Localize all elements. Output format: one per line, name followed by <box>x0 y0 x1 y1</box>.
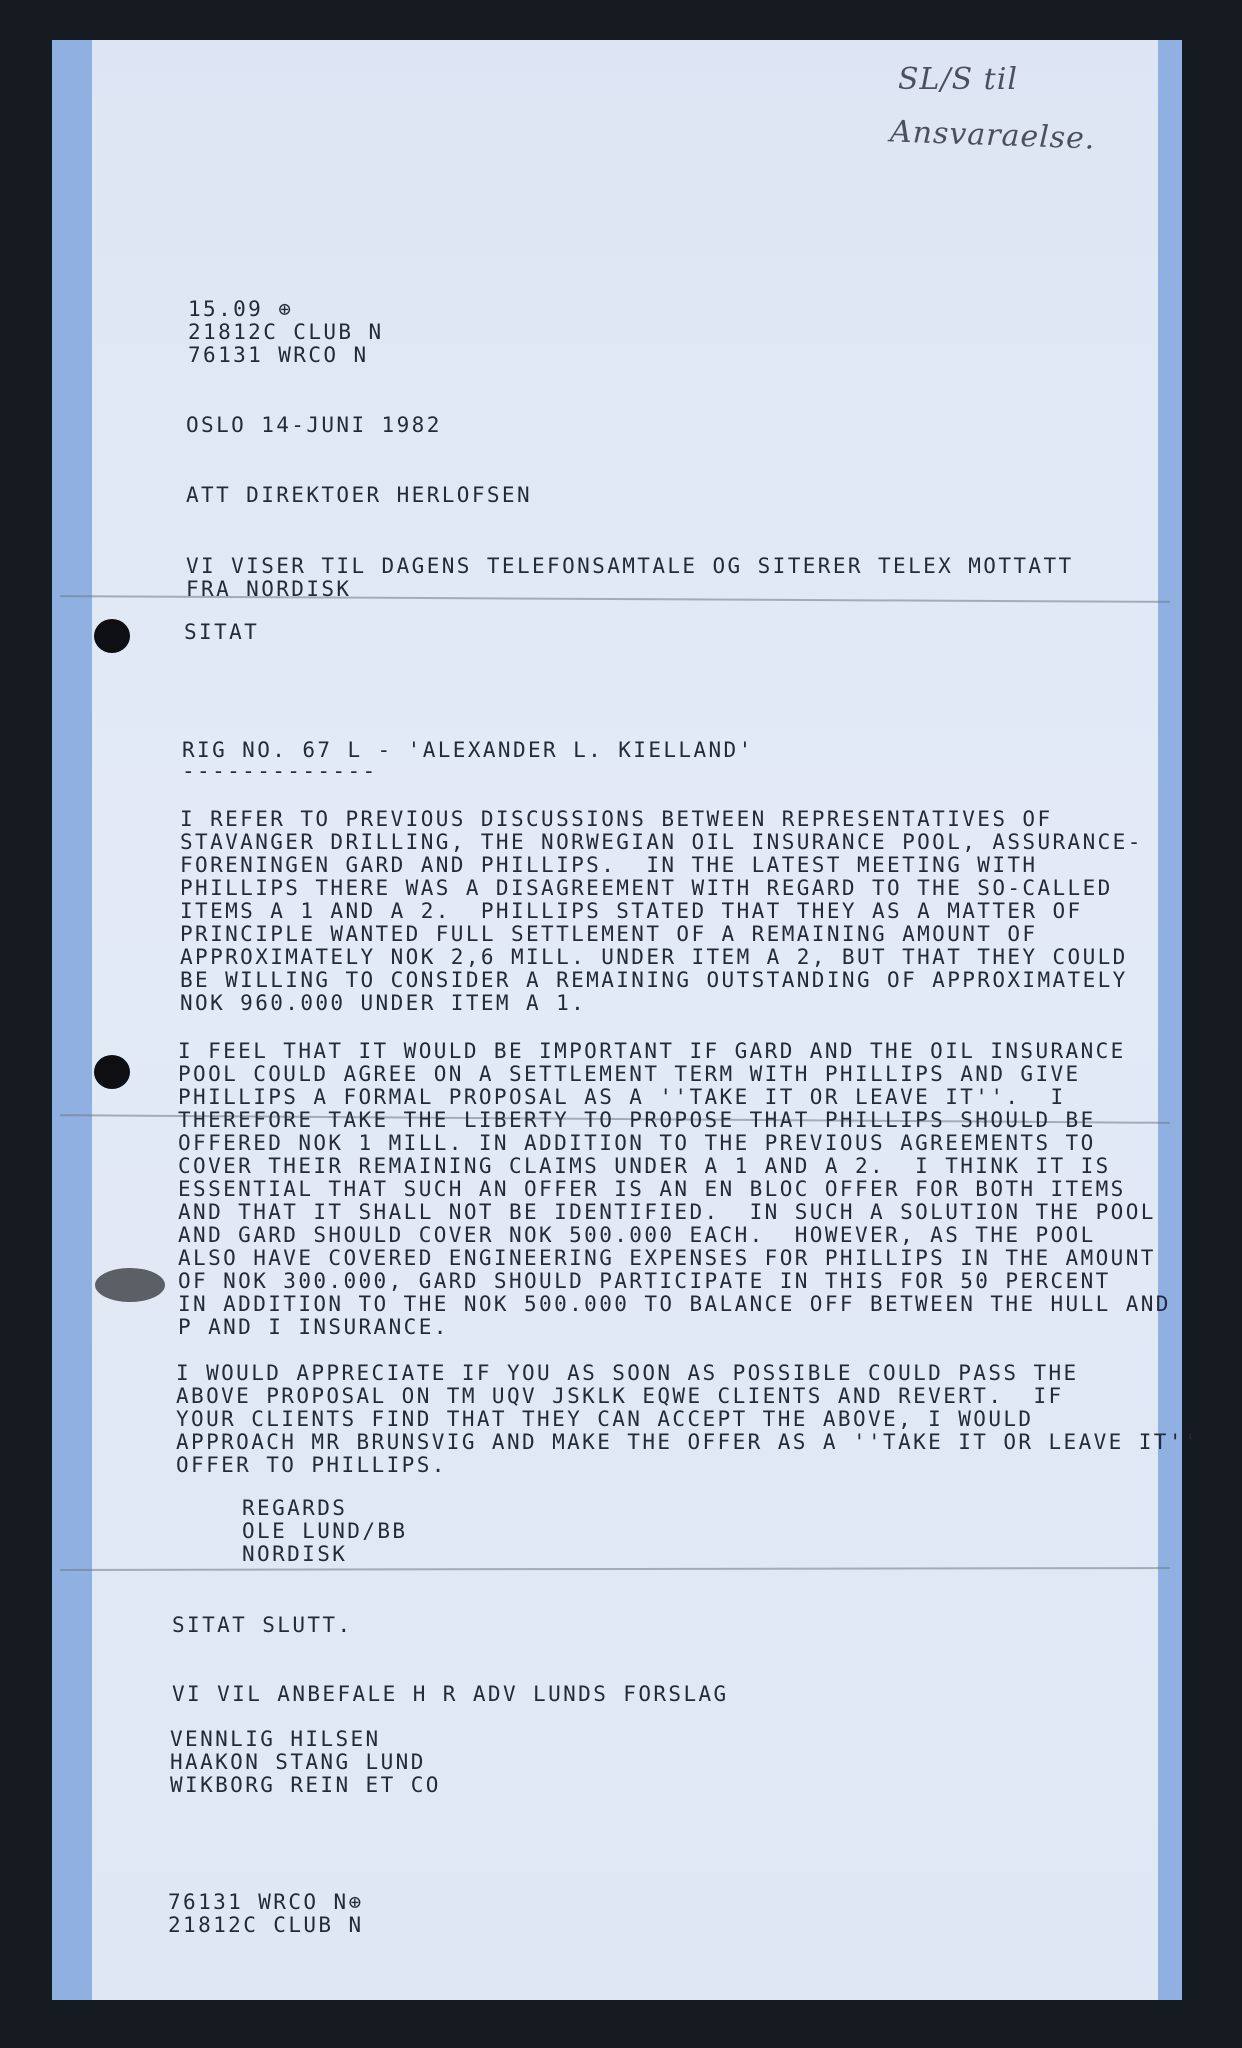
inner-signoff: REGARDS OLE LUND/BB NORDISK <box>242 1496 408 1566</box>
punch-hole <box>94 1055 130 1089</box>
quote-end: SITAT SLUTT. <box>172 1613 353 1637</box>
recommendation-line: VI VIL ANBEFALE H R ADV LUNDS FORSLAG <box>172 1682 729 1706</box>
handwritten-note-line1: SL/S til <box>898 62 1018 97</box>
quote-start: SITAT <box>184 620 260 644</box>
handwritten-note-line2: Ansvaraelse. <box>889 114 1097 157</box>
telex-header-answerback-2: 76131 WRCO N <box>188 343 369 367</box>
paragraph-3: I WOULD APPRECIATE IF YOU AS SOON AS POSSIBLE COULD PASS THE ABOVE PROPOSAL ON TM UQV JSKLK EQWE CLIENTS AND REVERT. IF YOUR CLIENTS FIND THAT THEY CAN ACCEPT THE ABOVE, I WOULD APPROACH MR BRUNSVIG AND MAKE THE OFFER AS A ''TAKE IT OR LEAVE IT'' OFFER TO PHILLIPS. <box>176 1361 1199 1477</box>
attention-line: ATT DIREKTOER HERLOFSEN <box>186 483 532 507</box>
intro-paragraph: VI VISER TIL DAGENS TELEFONSAMTALE OG SITERER TELEX MOTTATT FRA NORDISK <box>186 554 1074 601</box>
rig-title-underline: ------------- <box>182 759 378 783</box>
ink-stain <box>95 1268 165 1302</box>
date-line: OSLO 14-JUNI 1982 <box>186 413 442 437</box>
paragraph-2: I FEEL THAT IT WOULD BE IMPORTANT IF GARD AND THE OIL INSURANCE POOL COULD AGREE ON A SETTLEMENT TERM WITH PHILLIPS AND GIVE PHILLIPS A FORMAL PROPOSAL AS A ''TAKE IT OR LEAVE IT''. I THEREFORE TAKE THE LIBERTY TO PROPOSE THAT PHILLIPS SHOULD BE OFFERED NOK 1 MILL. IN ADDITION TO THE PREVIOUS AGREEMENTS TO COVER THEIR REMAINING CLAIMS UNDER A 1 AND A 2. I THINK IT IS ESSENTIAL THAT SUCH AN OFFER IS AN EN BLOC OFFER FOR BOTH ITEMS AND THAT IT SHALL NOT BE IDENTIFIED. IN SUCH A SOLUTION THE POOL AND GARD SHOULD COVER NOK 500.000 EACH. HOWEVER, AS THE POOL ALSO HAVE COVERED ENGINEERING EXPENSES FOR PHILLIPS IN THE AMOUNT OF NOK 300.000, GARD SHOULD PARTICIPATE IN THIS FOR 50 PERCENT IN ADDITION TO THE NOK 500.000 TO BALANCE OFF BETWEEN THE HULL AND P AND I INSURANCE. <box>178 1039 1171 1339</box>
telex-header-answerback-1: 21812C CLUB N <box>188 320 384 344</box>
telex-header-time: 15.09 ⊕ <box>188 297 294 321</box>
rig-title: RIG NO. 67 L - 'ALEXANDER L. KIELLAND' <box>182 738 754 762</box>
paragraph-1: I REFER TO PREVIOUS DISCUSSIONS BETWEEN REPRESENTATIVES OF STAVANGER DRILLING, THE NORWEGIAN OIL INSURANCE POOL, ASSURANCE- FORENINGEN GARD AND PHILLIPS. IN THE LATEST MEETING WITH PHILLIPS THERE WAS A DISAGREEMENT WITH REGARD TO THE SO-CALLED ITEMS A 1 AND A 2. PHILLIPS STATED THAT THEY AS A MATTER OF PRINCIPLE WANTED FULL SETTLEMENT OF A REMAINING AMOUNT OF APPROXIMATELY NOK 2,6 MILL. UNDER ITEM A 2, BUT THAT THEY COULD BE WILLING TO CONSIDER A REMAINING OUTSTANDING OF APPROXIMATELY NOK 960.000 UNDER ITEM A 1. <box>180 807 1143 1015</box>
punch-hole <box>94 619 130 653</box>
signoff-block: VENNLIG HILSEN HAAKON STANG LUND WIKBORG REIN ET CO <box>170 1727 441 1797</box>
telex-footer: 76131 WRCO N⊕ 21812C CLUB N <box>168 1890 364 1937</box>
